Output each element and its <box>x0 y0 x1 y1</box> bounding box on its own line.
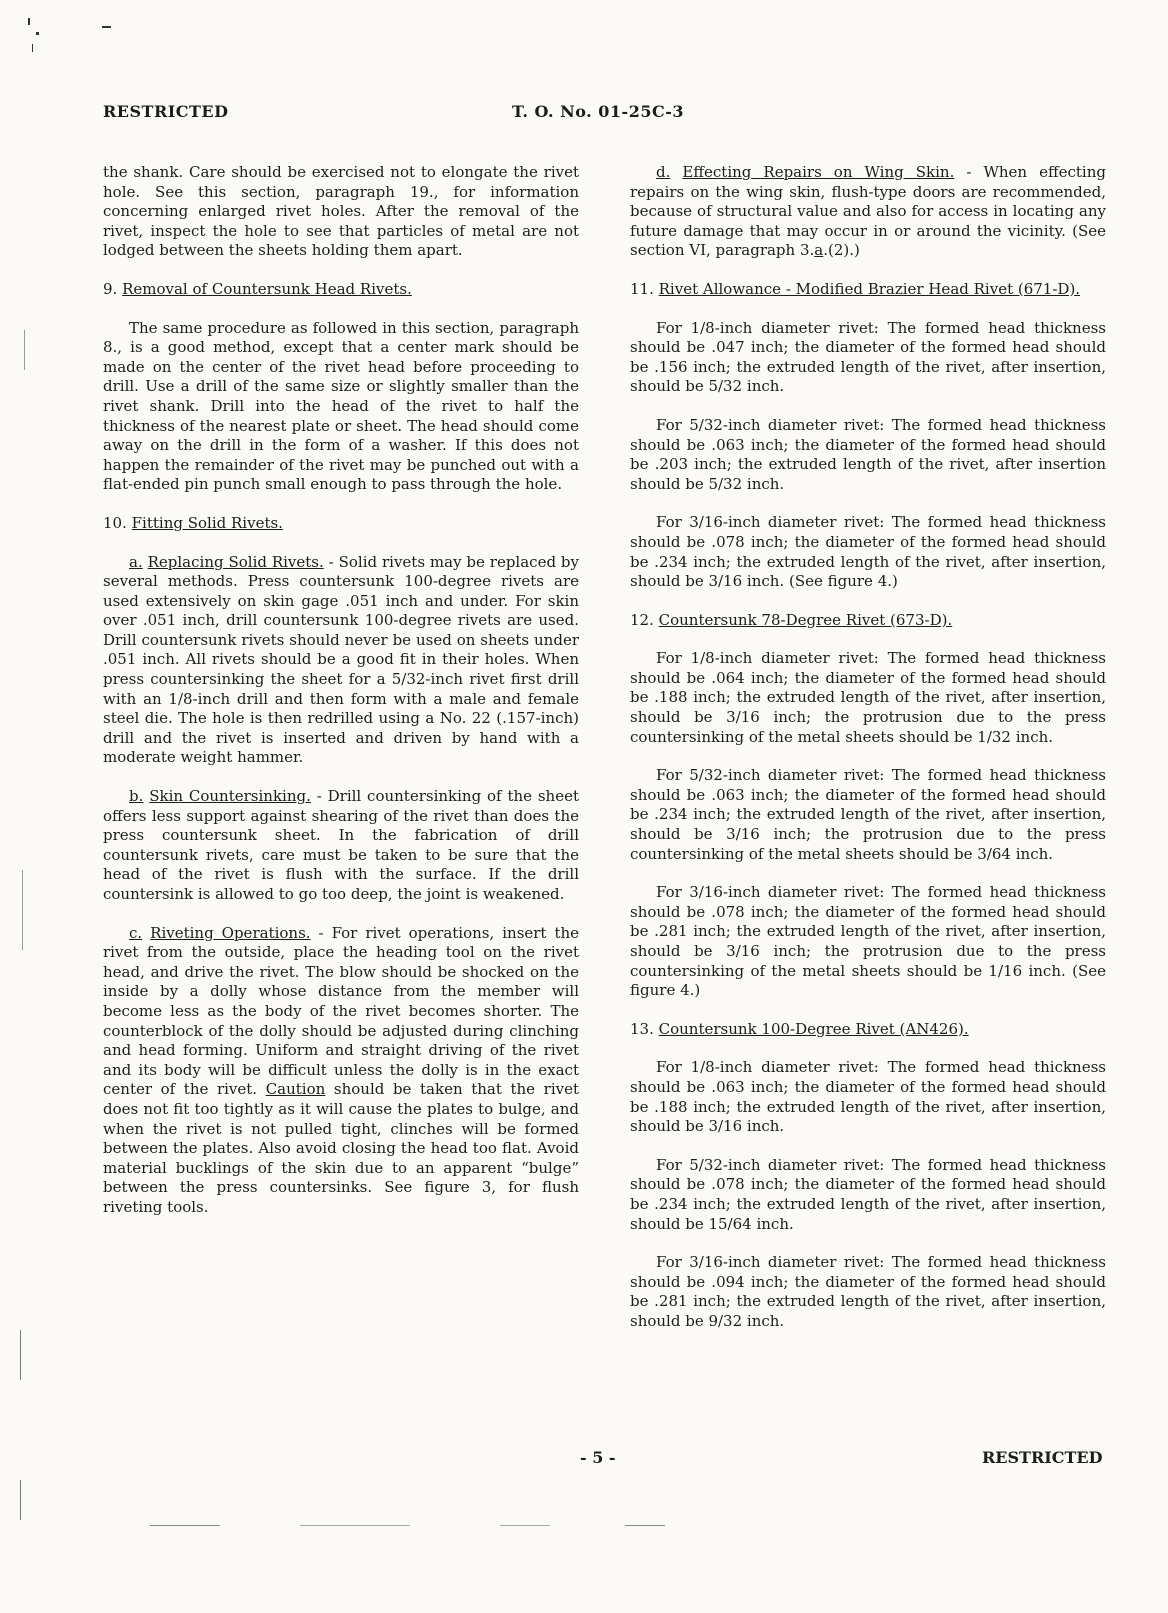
scan-mark <box>22 870 23 950</box>
paragraph-continuation: the shank. Care should be exercised not to elongate the rivet hole. See this section, paragraph 19., for information concerning enlarged rivet holes. After the removal of the rivet, inspect the hole to see that particles of metal are not lodged between the sheets holding them apart. <box>103 163 579 260</box>
document-number: T. O. No. 01-25C-3 <box>512 102 684 121</box>
section-title: Removal of Countersunk Head Rivets. <box>122 279 412 298</box>
subsection-a <box>103 553 579 769</box>
subsection-title: Effecting Repairs on Wing Skin. <box>682 163 955 181</box>
page-number: - 5 - <box>580 1448 616 1467</box>
scan-mark <box>500 1525 550 1526</box>
reference-end: .(2).) <box>823 241 860 260</box>
scan-mark <box>102 26 111 28</box>
section-9-heading <box>103 280 579 300</box>
section-title: Countersunk 100-Degree Rivet (AN426). <box>658 1019 969 1038</box>
footer-classification: RESTRICTED <box>982 1448 1103 1467</box>
caution-word: Caution <box>265 1080 326 1099</box>
subsection-letter: a. <box>129 552 143 571</box>
section-number: 13. <box>630 1019 654 1038</box>
scan-mark <box>625 1525 665 1526</box>
section-11-para-3: For 3/16-inch diameter rivet: The formed head thickness should be .078 inch; the diameter of the formed head should be .234 inch; the extruded length of the rivet, after insertion, should be 3/16 inch. (See figure 4.) <box>630 513 1106 591</box>
section-10-heading <box>103 514 579 534</box>
subsection-body: - Drill countersinking of the sheet offers less support against shearing of the rivet than does the press countersunk sheet. In the fabrication of drill countersunk rivets, care must be taken to be sure that the head of the rivet is flush with the surface. If the drill countersink is allowed to go too deep, the joint is weakened. <box>103 787 579 903</box>
subsection-title: Replacing Solid Rivets. <box>147 552 324 571</box>
reference-letter: a <box>814 241 824 260</box>
section-11-para-2: For 5/32-inch diameter rivet: The formed head thickness should be .063 inch; the diameter of the formed head should be .203 inch; the extruded length of the rivet, after insertion should be 5/32 inch. <box>630 415 1106 493</box>
section-13-heading <box>630 1020 1106 1040</box>
subsection-b <box>103 787 579 905</box>
subsection-body: - When effecting repairs on the wing skin, flush-type doors are recommended, because of structural value and also for access in locating any future damage that may occur in or around the vicinity. (See section VI, paragraph 3. <box>630 163 1106 260</box>
section-number: 9. <box>103 279 118 298</box>
section-number: 12. <box>630 610 654 629</box>
subsection-letter: b. <box>129 787 144 806</box>
scan-mark <box>24 330 25 370</box>
section-number: 10. <box>103 513 127 532</box>
scan-mark <box>28 18 30 25</box>
subsection-letter: d. <box>656 163 671 181</box>
scan-mark <box>36 32 39 35</box>
section-title: Countersunk 78-Degree Rivet (673-D). <box>658 610 953 629</box>
section-title: Fitting Solid Rivets. <box>131 513 283 532</box>
subsection-c <box>103 924 579 1218</box>
subsection-title: Skin Countersinking. <box>149 787 311 806</box>
subsection-body: - For rivet operations, insert the rivet from the outside, place the heading tool on the rivet head, and drive the rivet. The blow should be shocked on the inside by a dolly whose distance from the member will become less as the body of the rivet becomes shorter. The counterblock of the dolly should be adjusted during clinching and head forming. Uniform and straight driving of the rivet and its body will be difficult unless the dolly is in the exact center of the rivet. <box>103 923 580 1099</box>
section-11-heading <box>630 280 1106 300</box>
section-title: Rivet Allowance - Modified Brazier Head Rivet (671-D). <box>658 279 1081 298</box>
left-column <box>103 163 579 1237</box>
scan-mark <box>32 44 33 52</box>
section-12-para-2: For 5/32-inch diameter rivet: The formed head thickness should be .063 inch; the diameter of the formed head should be .234 inch; the extruded length of the rivet, after insertion, should be 3/16 inch; the protrusion due to the press countersinking of the metal sheets should be 3/64 inch. <box>630 766 1106 863</box>
section-12-para-3: For 3/16-inch diameter rivet: The formed head thickness should be .078 inch; the diameter of the formed head should be .281 inch; the extruded length of the rivet, after insertion, should be 3/16 inch; the protrusion due to the press countersinking of the metal sheets should be 1/16 inch. (See figure 4.) <box>630 883 1106 1000</box>
section-9-body: The same procedure as followed in this section, paragraph 8., is a good method, except that a center mark should be made on the center of the rivet head before proceeding to drill. Use a drill of the same size or slightly smaller than the rivet shank. Drill into the head of the rivet to half the thickness of the nearest plate or sheet. The head should come away on the drill in the form of a washer. If this does not happen the remainder of the rivet may be punched out with a flat-ended pin punch small enough to pass through the hole. <box>103 318 579 494</box>
subsection-d <box>630 163 1106 261</box>
subsection-body: - Solid rivets may be replaced by several methods. Press countersunk 100-degree rivets are used extensively on skin gage .051 inch and under. For skin over .051 inch, drill countersunk 100-degree rivets are used. Drill countersunk rivets should never be used on sheets under .051 inch. All rivets should be a good fit in their holes. When press countersinking the sheet for a 5/32-inch rivet first drill with an 1/8-inch drill and then form with a male and female steel die. The hole is then redrilled using a No. 22 (.157-inch) drill and the rivet is inserted and driven by hand with a moderate weight hammer. <box>103 552 579 767</box>
section-11-para-1: For 1/8-inch diameter rivet: The formed head thickness should be .047 inch; the diameter of the formed head should be .156 inch; the extruded length of the rivet, after insertion, should be 5/32 inch. <box>630 318 1106 396</box>
scan-mark <box>300 1525 410 1526</box>
section-12-para-1: For 1/8-inch diameter rivet: The formed head thickness should be .064 inch; the diameter of the formed head should be .188 inch; the extruded length of the rivet, after insertion, should be 3/16 inch; the protrusion due to the press countersinking of the metal sheets should be 1/32 inch. <box>630 649 1106 746</box>
header-classification: RESTRICTED <box>103 102 229 121</box>
scan-mark <box>20 1480 21 1520</box>
scan-mark <box>150 1525 220 1526</box>
section-12-heading <box>630 611 1106 631</box>
subsection-body-continued: should be taken that the rivet does not fit too tightly as it will cause the plates to bulge, and when the rivet is not pulled tight, clinches will be formed between the plates. Also avoid closing the head too flat. Avoid material bucklings of the skin due to an apparent “bulge” between the press countersinks. See figure 3, for flush riveting tools. <box>103 1080 579 1216</box>
section-13-para-1: For 1/8-inch diameter rivet: The formed head thickness should be .063 inch; the diameter of the formed head should be .188 inch; the extruded length of the rivet, after insertion, should be 3/16 inch. <box>630 1058 1106 1136</box>
section-13-para-2: For 5/32-inch diameter rivet: The formed head thickness should be .078 inch; the diameter of the formed head should be .234 inch; the extruded length of the rivet, after insertion, should be 15/64 inch. <box>630 1155 1106 1233</box>
right-column <box>630 163 1106 1351</box>
scan-mark <box>20 1330 21 1380</box>
subsection-letter: c. <box>129 923 143 942</box>
section-13-para-3: For 3/16-inch diameter rivet: The formed head thickness should be .094 inch; the diameter of the formed head should be .281 inch; the extruded length of the rivet, after insertion, should be 9/32 inch. <box>630 1253 1106 1330</box>
section-number: 11. <box>630 279 654 298</box>
subsection-title: Riveting Operations. <box>150 923 311 942</box>
